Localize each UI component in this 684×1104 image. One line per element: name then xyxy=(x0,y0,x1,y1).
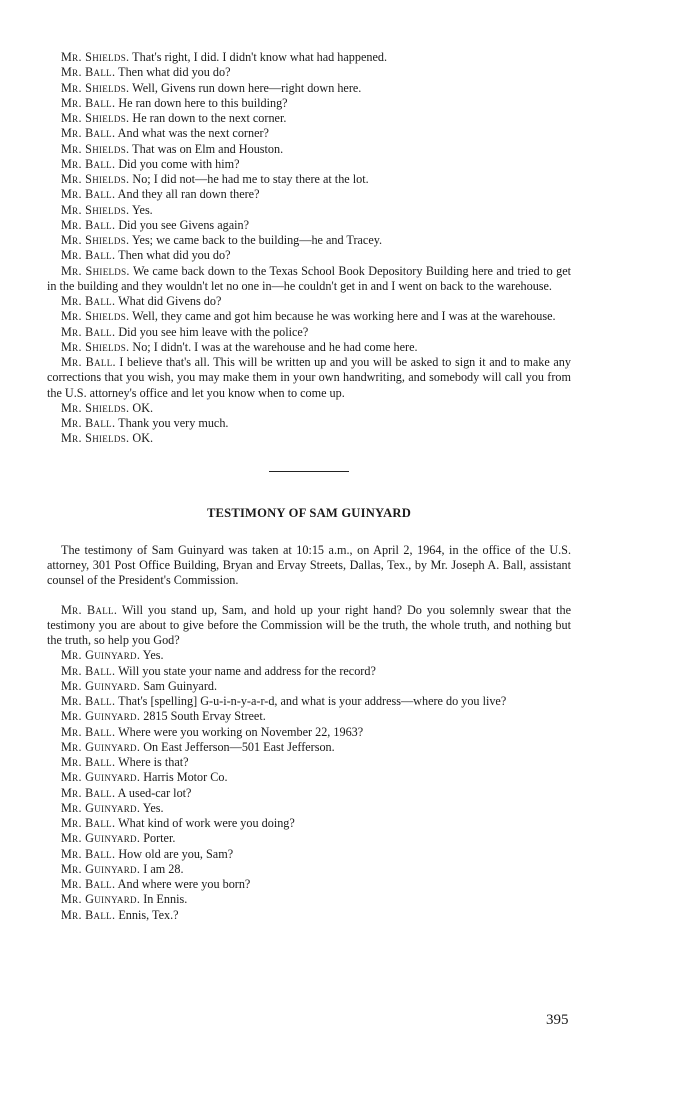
speech-text: Did you see Givens again? xyxy=(115,217,250,232)
speaker-label: Mr. Ball. xyxy=(61,602,118,617)
speech-text: Yes; we came back to the building—he and Tracey. xyxy=(129,233,383,247)
speaker-label: Mr. Shields. xyxy=(61,111,130,125)
speech-text: That was on Elm and Houston. xyxy=(129,141,284,156)
transcript-shields xyxy=(47,50,571,447)
speaker-label: Mr. Guinyard. xyxy=(61,892,141,907)
speech-text: OK. xyxy=(129,400,154,415)
speaker-label: Mr. Guinyard. xyxy=(61,861,141,876)
speaker-label: Mr. Ball. xyxy=(61,65,116,80)
speech-text: Then what did you do? xyxy=(115,248,231,263)
speaker-label: Mr. Ball. xyxy=(61,217,116,232)
speech-text: Sam Guinyard. xyxy=(140,678,218,693)
speech-text: And where were you born? xyxy=(115,877,251,891)
speech-text: What did Givens do? xyxy=(115,294,222,308)
speech-text: Thank you very much. xyxy=(115,416,229,430)
transcript-line xyxy=(47,892,571,907)
speaker-label: Mr. Shields. xyxy=(61,172,130,186)
speech-text: Did you see him leave with the police? xyxy=(115,324,309,339)
speaker-label: Mr. Shields. xyxy=(61,339,130,354)
speech-text: OK. xyxy=(129,431,154,446)
transcript-line xyxy=(47,908,571,923)
speaker-label: Mr. Ball. xyxy=(61,355,116,369)
speaker-label: Mr. Ball. xyxy=(61,724,116,739)
speech-text: He ran down here to this building? xyxy=(115,95,288,110)
transcript-line xyxy=(47,248,571,263)
speech-text: I am 28. xyxy=(140,861,184,876)
speaker-label: Mr. Ball. xyxy=(61,785,116,800)
speech-text: On East Jefferson—501 East Jefferson. xyxy=(140,739,335,754)
speaker-label: Mr. Shields. xyxy=(61,80,130,95)
speech-text: Ennis, Tex.? xyxy=(115,907,179,922)
speech-text: Harris Motor Co. xyxy=(140,770,228,785)
speech-text: That's right, I did. I didn't know what had happened. xyxy=(129,50,388,64)
speech-text: He ran down to the next corner. xyxy=(129,111,287,125)
speaker-label: Mr. Ball. xyxy=(61,187,116,202)
transcript-line xyxy=(47,725,571,740)
speaker-label: Mr. Guinyard. xyxy=(61,709,141,724)
transcript-guinyard xyxy=(47,603,571,923)
transcript-line xyxy=(47,740,571,755)
speaker-label: Mr. Shields. xyxy=(61,202,130,217)
transcript-line xyxy=(47,816,571,831)
transcript-line xyxy=(47,648,571,663)
speaker-label: Mr. Shields. xyxy=(61,233,130,247)
transcript-line xyxy=(47,142,571,157)
speaker-label: Mr. Guinyard. xyxy=(61,739,141,754)
speaker-label: Mr. Ball. xyxy=(61,248,116,263)
speaker-label: Mr. Ball. xyxy=(61,846,116,861)
speaker-label: Mr. Shields. xyxy=(61,141,130,156)
speech-text: No; I didn't. I was at the warehouse and he had come here. xyxy=(129,339,418,354)
speaker-label: Mr. Shields. xyxy=(61,50,130,64)
speech-text: Did you come with him? xyxy=(115,156,240,171)
transcript-line xyxy=(47,325,571,340)
transcript-line xyxy=(47,679,571,694)
speaker-label: Mr. Ball. xyxy=(61,324,116,339)
speech-text: What kind of work were you doing? xyxy=(115,816,295,830)
speaker-label: Mr. Ball. xyxy=(61,907,116,922)
speech-text: Well, Givens run down here—right down here. xyxy=(129,80,362,95)
speech-text: Yes. xyxy=(140,648,164,663)
transcript-line xyxy=(47,847,571,862)
speaker-label: Mr. Shields. xyxy=(61,263,130,278)
transcript-line xyxy=(47,877,571,892)
transcript-line xyxy=(47,81,571,96)
transcript-line xyxy=(47,355,571,401)
speech-text: Will you state your name and address for the record? xyxy=(115,663,376,678)
transcript-line xyxy=(47,431,571,446)
speaker-label: Mr. Guinyard. xyxy=(61,800,141,815)
speaker-label: Mr. Ball. xyxy=(61,156,116,171)
transcript-line xyxy=(47,187,571,202)
transcript-line xyxy=(47,755,571,770)
speech-text: Will you stand up, Sam, and hold up your right hand? Do you solemnly swear that the testimony you are about to give before the Commission will be the truth, the whole truth, and nothing but the truth, so help you God? xyxy=(47,602,571,647)
transcript-line xyxy=(47,694,571,709)
section-title: TESTIMONY OF SAM GUINYARD xyxy=(206,505,412,520)
speech-text: Where were you working on November 22, 1963? xyxy=(115,724,364,739)
speech-text: And what was the next corner? xyxy=(115,126,269,141)
speech-text: Yes. xyxy=(129,202,153,217)
transcript-line xyxy=(47,264,571,295)
transcript-line xyxy=(47,233,571,248)
speech-text: That's [spelling] G-u-i-n-y-a-r-d, and what is your address—where do you live? xyxy=(115,694,507,708)
transcript-line xyxy=(47,50,571,65)
transcript-line xyxy=(47,416,571,431)
speech-text: And they all ran down there? xyxy=(115,187,260,202)
document-page xyxy=(47,50,571,923)
speaker-label: Mr. Ball. xyxy=(61,95,116,110)
speaker-label: Mr. Ball. xyxy=(61,816,116,830)
speech-text: How old are you, Sam? xyxy=(115,846,234,861)
transcript-line xyxy=(47,603,571,649)
speech-text: Porter. xyxy=(140,831,176,846)
transcript-line xyxy=(47,65,571,80)
speech-text: Where is that? xyxy=(115,755,189,769)
transcript-line xyxy=(47,172,571,187)
speaker-label: Mr. Ball. xyxy=(61,755,116,769)
section-divider xyxy=(269,471,349,472)
transcript-line xyxy=(47,294,571,309)
transcript-line xyxy=(47,831,571,846)
transcript-line xyxy=(47,664,571,679)
speaker-label: Mr. Guinyard. xyxy=(61,648,141,663)
speaker-label: Mr. Shields. xyxy=(61,431,130,446)
transcript-line xyxy=(47,218,571,233)
speech-text: A used-car lot? xyxy=(115,785,192,800)
speaker-label: Mr. Shields. xyxy=(61,400,130,415)
speaker-label: Mr. Ball. xyxy=(61,877,116,891)
speaker-label: Mr. Guinyard. xyxy=(61,678,141,693)
transcript-line xyxy=(47,786,571,801)
transcript-line xyxy=(47,96,571,111)
speaker-label: Mr. Shields. xyxy=(61,309,130,324)
speech-text: 2815 South Ervay Street. xyxy=(140,709,266,724)
speaker-label: Mr. Ball. xyxy=(61,126,116,141)
speech-text: We came back down to the Texas School Book Depository Building here and tried to get in the building and they wouldn't let no one in—he couldn't get in and I went on back to the warehouse. xyxy=(47,263,571,293)
transcript-line xyxy=(47,770,571,785)
transcript-line xyxy=(47,203,571,218)
transcript-line xyxy=(47,709,571,724)
speech-text: Yes. xyxy=(140,800,164,815)
speech-text: In Ennis. xyxy=(140,892,188,907)
transcript-line xyxy=(47,801,571,816)
speaker-label: Mr. Guinyard. xyxy=(61,770,141,785)
speaker-label: Mr. Ball. xyxy=(61,663,116,678)
speech-text: I believe that's all. This will be written up and you will be asked to sign it and to make any corrections that you wish, you may make them in your own handwriting, and somebody will call you from the U.S. attorney's office and let you know when to come up. xyxy=(47,355,571,400)
transcript-line xyxy=(47,309,571,324)
speaker-label: Mr. Ball. xyxy=(61,416,116,430)
speech-text: Then what did you do? xyxy=(115,65,231,80)
speaker-label: Mr. Guinyard. xyxy=(61,831,141,846)
page-number: 395 xyxy=(546,1012,569,1028)
transcript-line xyxy=(47,111,571,126)
transcript-line xyxy=(47,126,571,141)
transcript-line xyxy=(47,340,571,355)
speaker-label: Mr. Ball. xyxy=(61,294,116,308)
transcript-line xyxy=(47,157,571,172)
speech-text: Well, they came and got him because he was working here and I was at the warehouse. xyxy=(129,309,556,324)
transcript-line xyxy=(47,401,571,416)
speech-text: No; I did not—he had me to stay there at the lot. xyxy=(129,172,369,186)
transcript-line xyxy=(47,862,571,877)
speaker-label: Mr. Ball. xyxy=(61,694,116,708)
spacer xyxy=(47,589,571,603)
testimony-intro: The testimony of Sam Guinyard was taken at 10:15 a.m., on April 2, 1964, in the office of the U.S. attorney, 301 Post Office Building, Bryan and Ervay Streets, Dallas, Tex., by Mr. Joseph A. Ball, assistant counsel of the President's Commission. xyxy=(47,542,571,588)
